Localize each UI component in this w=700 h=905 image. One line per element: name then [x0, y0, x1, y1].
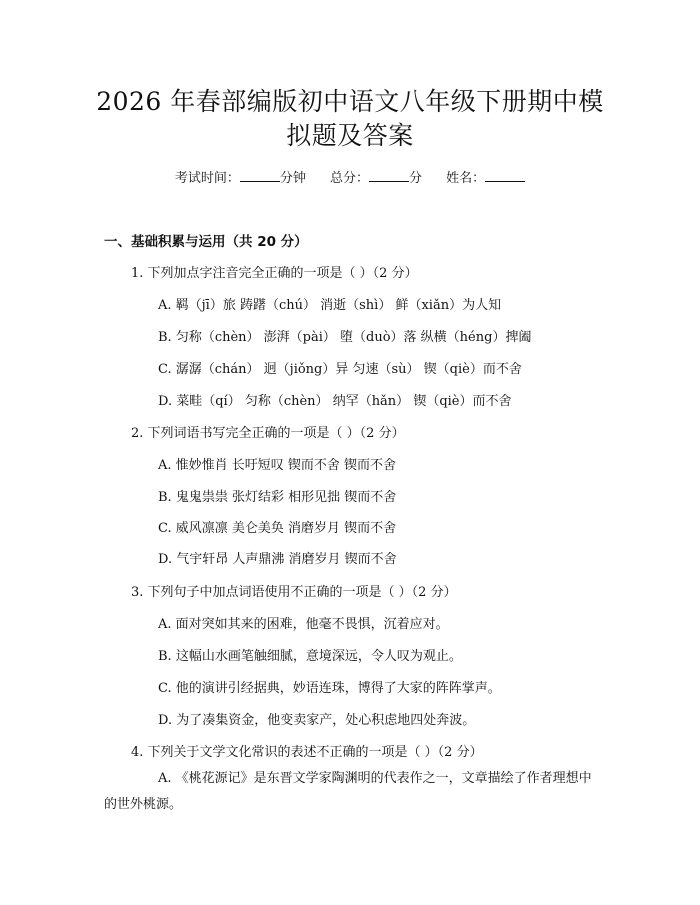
exam-name — [446, 171, 525, 186]
question-4-option-a: A. 《桃花源记》是东晋文学家陶渊明的代表作之一，文章描绘了作者理想中的世外桃源。 — [104, 771, 592, 812]
question-2-option-d: D. 气宇轩昂 人声鼎沸 消磨岁月 锲而不舍 — [158, 552, 397, 567]
question-3: 3. 下列句子中加点词语使用不正确的一项是（ ）（2 分） — [131, 585, 457, 600]
exam-meta — [0, 167, 700, 186]
name-blank[interactable] — [485, 169, 525, 182]
name-label: 姓名： — [446, 171, 486, 186]
question-2: 2. 下列词语书写完全正确的一项是（ ）（2 分） — [131, 426, 405, 441]
question-3-option-c: C. 他的演讲引经据典，妙语连珠，博得了大家的阵阵掌声。 — [158, 681, 501, 696]
exam-time — [175, 171, 310, 186]
question-1: 1. 下列加点字注音完全正确的一项是（ ）（2 分） — [131, 266, 418, 281]
question-3-option-a: A. 面对突如其来的困难，他毫不畏惧，沉着应对。 — [158, 617, 449, 632]
question-2-option-b: B. 鬼鬼祟祟 张灯结彩 相形见拙 锲而不舍 — [158, 490, 397, 505]
score-unit: 分 — [409, 171, 423, 186]
time-unit: 分钟 — [279, 171, 306, 186]
question-3-option-d: D. 为了凑集资金，他变卖家产，处心积虑地四处奔波。 — [158, 713, 476, 728]
question-1-option-c: C. 潺潺（chán） 迥（jiǒng）异 匀速（sù） 锲（qiè）而不舍 — [158, 362, 522, 377]
time-label: 考试时间： — [174, 171, 240, 186]
time-blank[interactable] — [240, 169, 280, 182]
section-heading: 一、基础积累与运用（共 20 分） — [104, 234, 308, 250]
question-1-option-a: A. 羁（jī）旅 踌躇（chú） 消逝（shì） 鲜（xiǎn）为人知 — [158, 298, 502, 313]
score-blank[interactable] — [369, 169, 409, 182]
question-1-option-d: D. 菜畦（qí） 匀称（chèn） 纳罕（hǎn） 锲（qiè）而不舍 — [158, 394, 512, 409]
question-2-option-a: A. 惟妙惟肖 长吁短叹 锲而不舍 锲而不舍 — [158, 458, 397, 473]
question-3-option-b: B. 这幅山水画笔触细腻，意境深远，令人叹为观止。 — [158, 649, 462, 664]
question-2-option-c: C. 威风凛凛 美仑美奂 消磨岁月 锲而不舍 — [158, 521, 397, 536]
score-label: 总分： — [329, 171, 369, 186]
page-title-line2: 拟题及答案 — [286, 121, 414, 150]
question-1-option-b: B. 匀称（chèn） 澎湃（pài） 堕（duò）落 纵横（héng）捭阖 — [158, 330, 532, 345]
page-title-line1: 2026 年春部编版初中语文八年级下册期中模 — [96, 87, 604, 116]
exam-score — [330, 171, 426, 186]
question-4: 4. 下列关于文学文化常识的表述不正确的一项是（ ）（2 分） — [131, 745, 483, 760]
